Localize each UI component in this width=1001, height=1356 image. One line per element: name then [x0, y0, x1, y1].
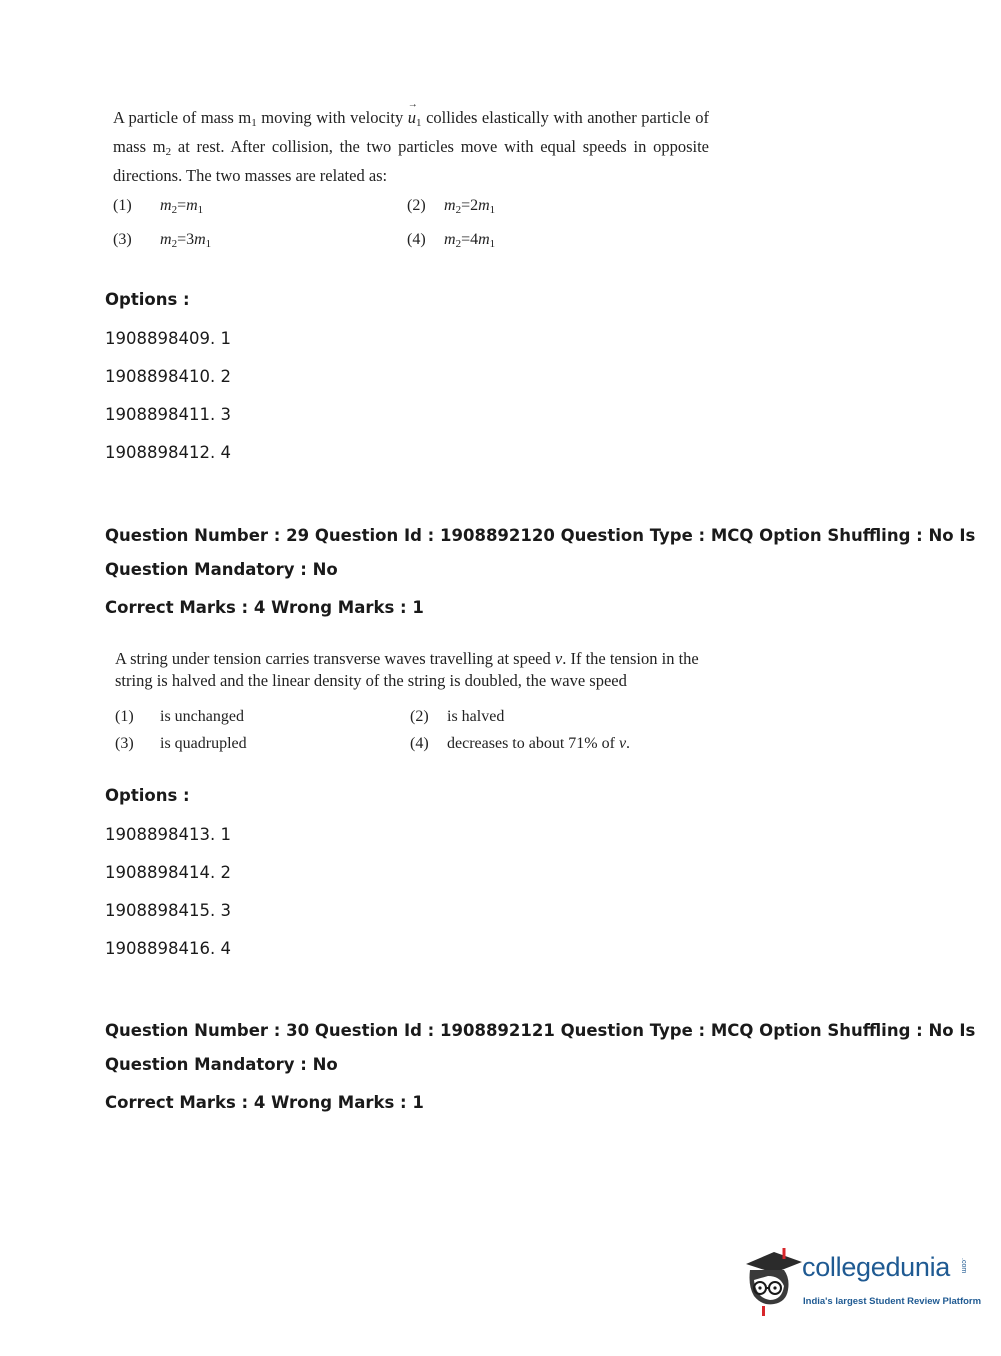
q30-meta-line-2: Question Mandatory : No — [105, 1055, 338, 1074]
question-29-line-1: A string under tension carries transverse waves travelling at speed v. If the tension in the — [115, 649, 699, 668]
logo-tagline: India's largest Student Review Platform — [803, 1296, 982, 1307]
q28-choice-4: 1908898412. 4 — [105, 443, 231, 462]
q28-option-1-number: (1) — [113, 197, 132, 214]
question-28-text: A particle of mass $m_1$ moving with velocity → $u_1$ collides elastically with another particle of mass $m_2$ at rest. After collision, the two particles move with equal speeds in opposite directions. The two masses are related as: — [113, 106, 709, 188]
q29-option-1-text: is unchanged — [160, 708, 244, 725]
logo-suffix: .com — [960, 1258, 967, 1274]
q29-choice-1: 1908898413. 1 — [105, 825, 231, 844]
q29-option-1-number: (1) — [115, 708, 134, 725]
velocity-vector: → $u_1$ — [408, 106, 422, 135]
q28-choice-2: 1908898410. 2 — [105, 367, 231, 386]
q29-meta-line-2: Question Mandatory : No — [105, 560, 338, 579]
collegedunia-logo — [740, 1246, 982, 1320]
q29-option-4-text: decreases to about 71% of v. — [447, 735, 631, 752]
q28-option-4-value: $m_2=4m_1$ — [444, 231, 496, 250]
q29-choice-2: 1908898414. 2 — [105, 863, 231, 882]
q29-option-2-text: is halved — [447, 708, 505, 725]
mascot-icon — [740, 1246, 804, 1320]
q29-options-label: Options : — [105, 786, 190, 805]
q28-option-3-number: (3) — [113, 231, 132, 248]
q28-option-4-number: (4) — [407, 231, 426, 248]
logo-wordmark: collegedunia — [802, 1252, 951, 1282]
q28-option-2-value: $m_2=2m_1$ — [444, 197, 496, 216]
q28-choice-1: 1908898409. 1 — [105, 329, 231, 348]
q28-option-2-number: (2) — [407, 197, 426, 214]
q29-option-3-number: (3) — [115, 735, 134, 752]
q29-marks: Correct Marks : 4 Wrong Marks : 1 — [105, 598, 424, 617]
q30-meta-line-1: Question Number : 30 Question Id : 1908892121 Question Type : MCQ Option Shuffling : No Is — [105, 1021, 976, 1040]
q28-options-label: Options : — [105, 290, 190, 309]
q28-option-3-value: $m_2=3m_1$ — [160, 231, 212, 250]
q29-choice-4: 1908898416. 4 — [105, 939, 231, 958]
q28-option-1-value: $m_2=m_1$ — [160, 197, 204, 216]
q29-meta-line-1: Question Number : 29 Question Id : 1908892120 Question Type : MCQ Option Shuffling : No Is — [105, 526, 976, 545]
q28-choice-3: 1908898411. 3 — [105, 405, 231, 424]
q29-option-3-text: is quadrupled — [160, 735, 247, 752]
q30-marks: Correct Marks : 4 Wrong Marks : 1 — [105, 1093, 424, 1112]
question-29-line-2: string is halved and the linear density of the string is doubled, the wave speed — [115, 671, 627, 690]
q29-option-4-number: (4) — [410, 735, 429, 752]
q29-choice-3: 1908898415. 3 — [105, 901, 231, 920]
q29-option-2-number: (2) — [410, 708, 429, 725]
